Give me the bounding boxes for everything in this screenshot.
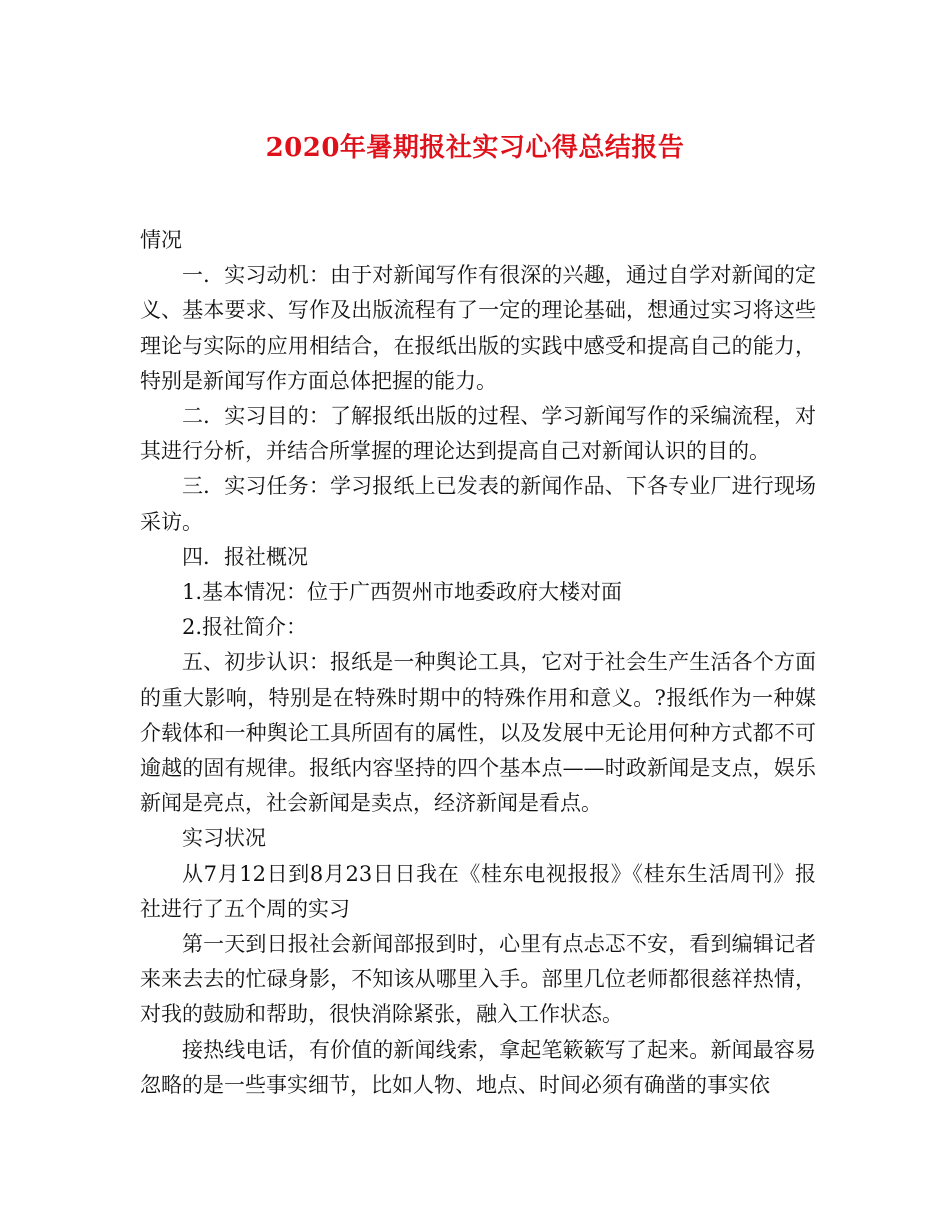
paragraph-overview-heading: 四．报社概况	[182, 544, 308, 569]
paragraph-motivation: 一．实习动机：由于对新闻写作有很深的兴趣，通过自学对新闻的定义、基本要求、写作及出版流程有了一定的理论基础，想通过实习将这些理论与实际的应用相结合，在报纸出版的实践中感受和提高自己的能力，特别是新闻写作方面总体把握的能力。	[140, 263, 816, 393]
paragraph-internship-period: 从7月12日到8月23日日我在《桂东电视报报》《桂东生活周刊》报社进行了五个周的实习	[140, 861, 816, 921]
paragraph-hotline: 接热线电话，有价值的新闻线索，拿起笔簌簌写了起来。新闻最容易忽略的是一些事实细节，比如人物、地点、时间必须有确凿的事实依	[140, 1037, 816, 1097]
section-heading-situation: 情况	[140, 228, 182, 252]
paragraph-initial-understanding: 五、初步认识：报纸是一种舆论工具，它对于社会生产生活各个方面的重大影响，特别是在特殊时期中的特殊作用和意义。?报纸作为一种媒介载体和一种舆论工具所固有的属性，以及发展中无论用何种方式都不可逾越的固有规律。报纸内容坚持的四个基本点——时政新闻是支点，娱乐新闻是亮点，社会新闻是卖点，经济新闻是看点。	[140, 650, 816, 816]
document-body	[140, 223, 816, 1103]
paragraph-introduction: 2.报社简介：	[182, 615, 308, 640]
paragraph-task: 三．实习任务：学习报纸上已发表的新闻作品、下各专业厂进行现场采访。	[140, 474, 816, 534]
document-title: 2020年暑期报社实习心得总结报告	[265, 133, 685, 163]
paragraph-purpose: 二．实习目的：了解报纸出版的过程、学习新闻写作的采编流程，对其进行分析，并结合所掌握的理论达到提高自己对新闻认识的目的。	[140, 404, 816, 464]
paragraph-basic-info: 1.基本情况：位于广西贺州市地委政府大楼对面	[182, 580, 623, 605]
paragraph-first-day: 第一天到日报社会新闻部报到时，心里有点忐忑不安，看到编辑记者来来去去的忙碌身影，不知该从哪里入手。部里几位老师都很慈祥热情，对我的鼓励和帮助，很快消除紧张，融入工作状态。	[140, 932, 816, 1027]
section-heading-internship-status: 实习状况	[182, 826, 266, 851]
